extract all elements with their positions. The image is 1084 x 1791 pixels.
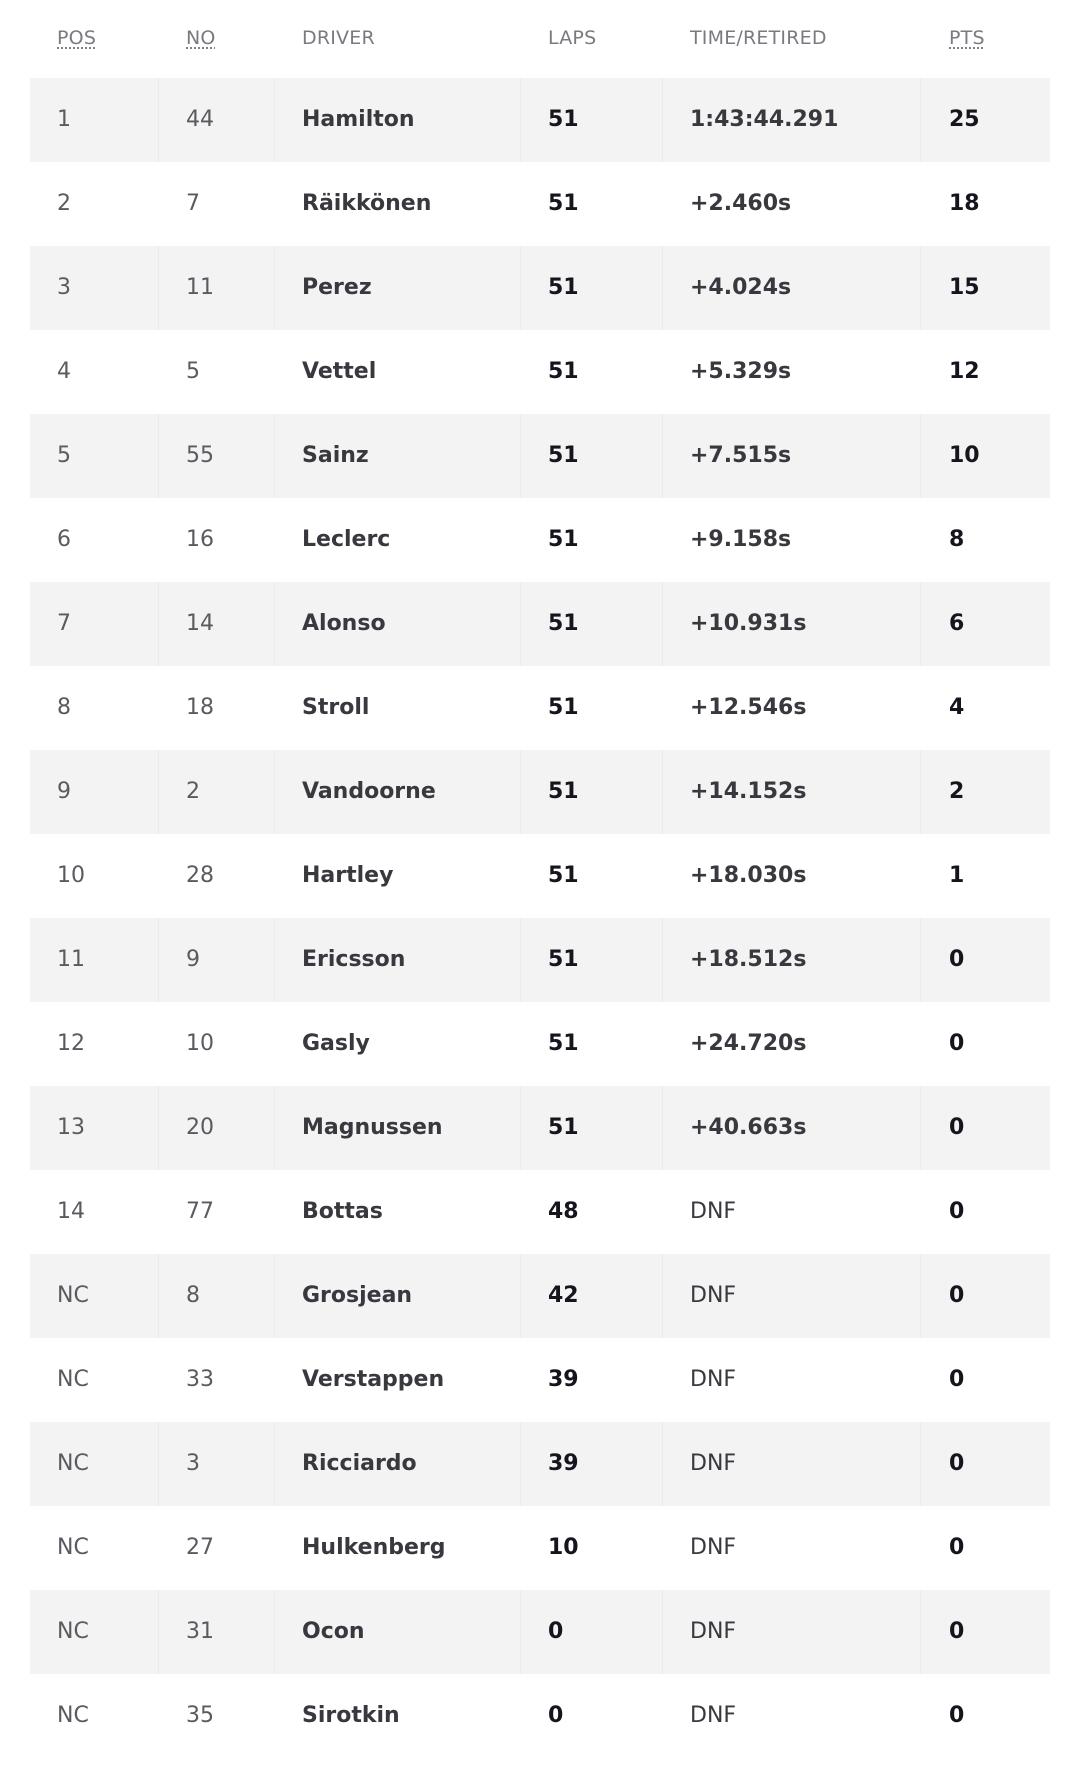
cell-driver[interactable]: Gasly bbox=[302, 1031, 370, 1056]
column-divider bbox=[662, 78, 663, 162]
table-body bbox=[30, 78, 1050, 1758]
cell-laps: 51 bbox=[548, 191, 579, 216]
cell-laps: 51 bbox=[548, 107, 579, 132]
cell-pos: 11 bbox=[57, 947, 85, 972]
table-row[interactable] bbox=[30, 1170, 1050, 1254]
cell-laps: 51 bbox=[548, 947, 579, 972]
column-divider bbox=[520, 1422, 521, 1506]
table-row[interactable] bbox=[30, 1422, 1050, 1506]
header-time: TIME/RETIRED bbox=[690, 27, 827, 49]
cell-points: 8 bbox=[949, 527, 965, 552]
column-divider bbox=[158, 1086, 159, 1170]
cell-points: 15 bbox=[949, 275, 980, 300]
table-row[interactable] bbox=[30, 1674, 1050, 1758]
column-divider bbox=[520, 1590, 521, 1674]
cell-pos: 9 bbox=[57, 779, 71, 804]
race-results-table bbox=[30, 0, 1050, 1758]
cell-laps: 51 bbox=[548, 695, 579, 720]
cell-time-retired: +9.158s bbox=[690, 527, 792, 552]
cell-driver[interactable]: Vettel bbox=[302, 359, 377, 384]
cell-time-retired: +10.931s bbox=[690, 611, 807, 636]
cell-laps: 51 bbox=[548, 359, 579, 384]
cell-pos: 4 bbox=[57, 359, 71, 384]
cell-laps: 51 bbox=[548, 863, 579, 888]
cell-points: 1 bbox=[949, 863, 965, 888]
cell-car-number: 3 bbox=[186, 1451, 200, 1476]
cell-time-retired: +40.663s bbox=[690, 1115, 807, 1140]
table-row[interactable] bbox=[30, 666, 1050, 750]
column-divider bbox=[662, 582, 663, 666]
cell-laps: 51 bbox=[548, 443, 579, 468]
column-divider bbox=[920, 1254, 921, 1338]
cell-time-retired: +5.329s bbox=[690, 359, 792, 384]
header-pts: PTS bbox=[949, 27, 985, 49]
cell-driver[interactable]: Alonso bbox=[302, 611, 386, 636]
column-divider bbox=[920, 246, 921, 330]
cell-time-retired: DNF bbox=[690, 1367, 737, 1392]
cell-time-retired: +12.546s bbox=[690, 695, 807, 720]
table-row[interactable] bbox=[30, 246, 1050, 330]
cell-pos: 7 bbox=[57, 611, 71, 636]
cell-pos: 13 bbox=[57, 1115, 85, 1140]
cell-driver[interactable]: Grosjean bbox=[302, 1283, 413, 1308]
cell-time-retired: DNF bbox=[690, 1535, 737, 1560]
cell-points: 0 bbox=[949, 1367, 965, 1392]
cell-pos: 3 bbox=[57, 275, 71, 300]
cell-laps: 42 bbox=[548, 1283, 579, 1308]
column-divider bbox=[920, 78, 921, 162]
cell-driver[interactable]: Ricciardo bbox=[302, 1451, 417, 1476]
cell-driver[interactable]: Hartley bbox=[302, 863, 394, 888]
cell-laps: 0 bbox=[548, 1619, 564, 1644]
column-divider bbox=[158, 582, 159, 666]
column-divider bbox=[662, 1590, 663, 1674]
column-divider bbox=[520, 246, 521, 330]
cell-car-number: 11 bbox=[186, 275, 214, 300]
cell-car-number: 8 bbox=[186, 1283, 200, 1308]
column-divider bbox=[274, 1422, 275, 1506]
column-divider bbox=[274, 918, 275, 1002]
header-driver: DRIVER bbox=[302, 27, 375, 49]
cell-car-number: 5 bbox=[186, 359, 200, 384]
cell-car-number: 31 bbox=[186, 1619, 214, 1644]
column-divider bbox=[520, 78, 521, 162]
cell-time-retired: +2.460s bbox=[690, 191, 792, 216]
cell-car-number: 33 bbox=[186, 1367, 214, 1392]
cell-laps: 51 bbox=[548, 611, 579, 636]
cell-pos: 14 bbox=[57, 1199, 85, 1224]
cell-car-number: 28 bbox=[186, 863, 214, 888]
cell-driver[interactable]: Sainz bbox=[302, 443, 369, 468]
table-row[interactable] bbox=[30, 414, 1050, 498]
column-divider bbox=[662, 1254, 663, 1338]
header-no: NO bbox=[186, 27, 216, 49]
cell-time-retired: DNF bbox=[690, 1703, 737, 1728]
cell-car-number: 55 bbox=[186, 443, 214, 468]
column-divider bbox=[520, 414, 521, 498]
cell-pos: NC bbox=[57, 1703, 89, 1728]
column-divider bbox=[662, 1086, 663, 1170]
cell-car-number: 14 bbox=[186, 611, 214, 636]
cell-driver[interactable]: Magnussen bbox=[302, 1115, 443, 1140]
column-divider bbox=[158, 750, 159, 834]
column-divider bbox=[274, 750, 275, 834]
cell-points: 12 bbox=[949, 359, 980, 384]
cell-driver[interactable]: Hamilton bbox=[302, 107, 415, 132]
cell-points: 18 bbox=[949, 191, 980, 216]
column-divider bbox=[920, 1086, 921, 1170]
column-divider bbox=[274, 1254, 275, 1338]
cell-laps: 48 bbox=[548, 1199, 579, 1224]
table-row[interactable] bbox=[30, 78, 1050, 162]
table-row[interactable] bbox=[30, 750, 1050, 834]
column-divider bbox=[662, 246, 663, 330]
cell-pos: 1 bbox=[57, 107, 71, 132]
cell-car-number: 2 bbox=[186, 779, 200, 804]
column-divider bbox=[274, 78, 275, 162]
cell-pos: NC bbox=[57, 1367, 89, 1392]
column-divider bbox=[920, 1422, 921, 1506]
column-divider bbox=[520, 918, 521, 1002]
header-laps: LAPS bbox=[548, 27, 597, 49]
column-divider bbox=[662, 750, 663, 834]
cell-points: 0 bbox=[949, 1199, 965, 1224]
cell-driver[interactable]: Stroll bbox=[302, 695, 370, 720]
table-row[interactable] bbox=[30, 834, 1050, 918]
cell-driver[interactable]: Vandoorne bbox=[302, 779, 436, 804]
column-divider bbox=[520, 750, 521, 834]
table-row[interactable] bbox=[30, 1086, 1050, 1170]
column-divider bbox=[662, 918, 663, 1002]
column-divider bbox=[158, 1254, 159, 1338]
cell-car-number: 20 bbox=[186, 1115, 214, 1140]
column-divider bbox=[158, 246, 159, 330]
cell-car-number: 77 bbox=[186, 1199, 214, 1224]
cell-laps: 51 bbox=[548, 1115, 579, 1140]
cell-time-retired: DNF bbox=[690, 1283, 737, 1308]
column-divider bbox=[274, 1590, 275, 1674]
column-divider bbox=[274, 246, 275, 330]
column-divider bbox=[920, 1590, 921, 1674]
cell-laps: 51 bbox=[548, 779, 579, 804]
column-divider bbox=[158, 1422, 159, 1506]
cell-driver[interactable]: Sirotkin bbox=[302, 1703, 400, 1728]
column-divider bbox=[920, 750, 921, 834]
cell-driver[interactable]: Perez bbox=[302, 275, 372, 300]
cell-car-number: 44 bbox=[186, 107, 214, 132]
cell-time-retired: +14.152s bbox=[690, 779, 807, 804]
cell-pos: 10 bbox=[57, 863, 85, 888]
table-row[interactable] bbox=[30, 1590, 1050, 1674]
table-header bbox=[30, 0, 1050, 78]
column-divider bbox=[274, 1086, 275, 1170]
cell-points: 25 bbox=[949, 107, 980, 132]
cell-points: 0 bbox=[949, 947, 965, 972]
cell-driver[interactable]: Räikkönen bbox=[302, 191, 432, 216]
cell-pos: NC bbox=[57, 1451, 89, 1476]
column-divider bbox=[158, 918, 159, 1002]
table-row[interactable] bbox=[30, 1338, 1050, 1422]
column-divider bbox=[920, 582, 921, 666]
cell-laps: 39 bbox=[548, 1451, 579, 1476]
column-divider bbox=[920, 414, 921, 498]
cell-pos: NC bbox=[57, 1535, 89, 1560]
cell-time-retired: +18.030s bbox=[690, 863, 807, 888]
cell-points: 0 bbox=[949, 1451, 965, 1476]
column-divider bbox=[662, 414, 663, 498]
cell-time-retired: DNF bbox=[690, 1451, 737, 1476]
column-divider bbox=[158, 78, 159, 162]
cell-laps: 10 bbox=[548, 1535, 579, 1560]
cell-driver[interactable]: Bottas bbox=[302, 1199, 383, 1224]
table-row[interactable] bbox=[30, 162, 1050, 246]
cell-driver[interactable]: Verstappen bbox=[302, 1367, 445, 1392]
cell-car-number: 27 bbox=[186, 1535, 214, 1560]
column-divider bbox=[158, 1590, 159, 1674]
cell-car-number: 35 bbox=[186, 1703, 214, 1728]
cell-points: 0 bbox=[949, 1031, 965, 1056]
cell-pos: 2 bbox=[57, 191, 71, 216]
cell-time-retired: DNF bbox=[690, 1619, 737, 1644]
cell-points: 0 bbox=[949, 1703, 965, 1728]
cell-time-retired: +18.512s bbox=[690, 947, 807, 972]
cell-driver[interactable]: Ocon bbox=[302, 1619, 365, 1644]
cell-points: 4 bbox=[949, 695, 965, 720]
cell-driver[interactable]: Leclerc bbox=[302, 527, 391, 552]
cell-car-number: 18 bbox=[186, 695, 214, 720]
cell-points: 10 bbox=[949, 443, 980, 468]
column-divider bbox=[520, 582, 521, 666]
cell-driver[interactable]: Ericsson bbox=[302, 947, 406, 972]
column-divider bbox=[274, 582, 275, 666]
cell-points: 0 bbox=[949, 1535, 965, 1560]
cell-points: 0 bbox=[949, 1619, 965, 1644]
cell-car-number: 7 bbox=[186, 191, 200, 216]
cell-pos: 5 bbox=[57, 443, 71, 468]
cell-laps: 51 bbox=[548, 1031, 579, 1056]
cell-time-retired: DNF bbox=[690, 1199, 737, 1224]
column-divider bbox=[274, 414, 275, 498]
cell-car-number: 16 bbox=[186, 527, 214, 552]
table-row[interactable] bbox=[30, 330, 1050, 414]
cell-time-retired: 1:43:44.291 bbox=[690, 107, 839, 132]
column-divider bbox=[662, 1422, 663, 1506]
column-divider bbox=[920, 918, 921, 1002]
cell-laps: 39 bbox=[548, 1367, 579, 1392]
cell-laps: 51 bbox=[548, 275, 579, 300]
table-row[interactable] bbox=[30, 1002, 1050, 1086]
cell-car-number: 10 bbox=[186, 1031, 214, 1056]
cell-points: 0 bbox=[949, 1115, 965, 1140]
cell-pos: 12 bbox=[57, 1031, 85, 1056]
table-row[interactable] bbox=[30, 498, 1050, 582]
cell-points: 2 bbox=[949, 779, 965, 804]
cell-laps: 0 bbox=[548, 1703, 564, 1728]
table-row[interactable] bbox=[30, 1506, 1050, 1590]
cell-time-retired: +4.024s bbox=[690, 275, 792, 300]
cell-points: 6 bbox=[949, 611, 965, 636]
cell-time-retired: +7.515s bbox=[690, 443, 792, 468]
cell-pos: 8 bbox=[57, 695, 71, 720]
cell-pos: NC bbox=[57, 1283, 89, 1308]
table-row[interactable] bbox=[30, 582, 1050, 666]
cell-pos: 6 bbox=[57, 527, 71, 552]
cell-points: 0 bbox=[949, 1283, 965, 1308]
column-divider bbox=[520, 1254, 521, 1338]
cell-pos: NC bbox=[57, 1619, 89, 1644]
column-divider bbox=[158, 414, 159, 498]
cell-driver[interactable]: Hulkenberg bbox=[302, 1535, 446, 1560]
header-pos: POS bbox=[57, 27, 97, 49]
table-row[interactable] bbox=[30, 918, 1050, 1002]
column-divider bbox=[520, 1086, 521, 1170]
cell-time-retired: +24.720s bbox=[690, 1031, 807, 1056]
cell-laps: 51 bbox=[548, 527, 579, 552]
cell-car-number: 9 bbox=[186, 947, 200, 972]
table-row[interactable] bbox=[30, 1254, 1050, 1338]
